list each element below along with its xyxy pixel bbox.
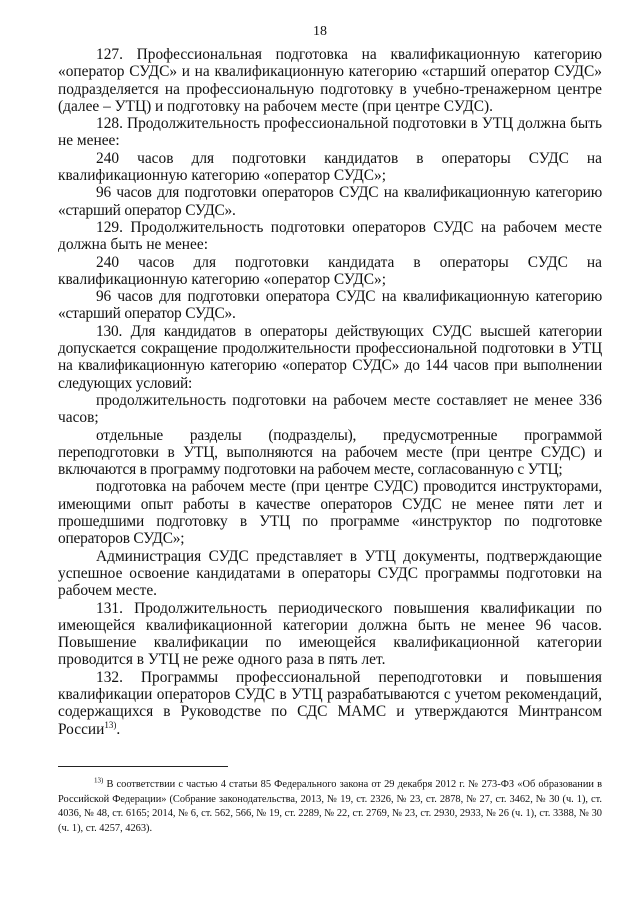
paragraph-130-condition-2: отдельные разделы (подразделы), предусмотренные программой переподготовки в УТЦ, выполняются на рабочем месте (при центре СУДС) и включаются в программу подготовки на рабочем месте, согласованную с УТЦ; xyxy=(58,426,602,479)
paragraph-128-item-1: 240 часов для подготовки кандидатов в операторы СУДС на квалификационную категорию «оператор СУДС»; xyxy=(58,149,602,185)
footnote xyxy=(58,778,602,836)
paragraph-132-text: 132. Программы профессиональной переподготовки и повышения квалификации операторов СУДС в УТЦ разрабатываются с учетом рекомендаций, содержащихся в Руководстве по СДС МАМС и утверждаются Минтрансом России xyxy=(58,668,602,738)
paragraph-131: 131. Продолжительность периодического повышения квалификации по имеющейся квалификационной категории должна быть не менее 96 часов. Повышение квалификации по имеющейся квалификационной категории проводится в УТЦ не реже одного раза в пять лет. xyxy=(58,599,602,669)
footnote-text: В соответствии с частью 4 статьи 85 Федерального закона от 29 декабря 2012 г. № 273-ФЗ «Об образовании в Российской Федерации» (Собрание законодательства, 2013, № 19, ст. 2326, № 23, ст. 2878, № 27, ст. 3462, № 30 (ч. 1), ст. 4036, № 48, ст. 6165; 2014, № 6, ст. 562, 566, № 19, ст. 2289, № 22, ст. 2769, № 23, ст. 2930, 2933, № 26 (ч. 1), ст. 3388, № 30 (ч. 1), ст. 4257, 4263). xyxy=(58,779,602,834)
paragraph-129: 129. Продолжительность подготовки операторов СУДС на рабочем месте должна быть не менее: xyxy=(58,218,602,254)
paragraph-129-item-1: 240 часов для подготовки кандидата в операторы СУДС на квалификационную категорию «оператор СУДС»; xyxy=(58,253,602,288)
paragraph-128: 128. Продолжительность профессиональной подготовки в УТЦ должна быть не менее: xyxy=(58,115,602,150)
paragraph-130: 130. Для кандидатов в операторы действующих СУДС высшей категории допускается сокращение продолжительности профессиональной подготовки в УТЦ на квалификационную категорию «оператор СУДС» до 144 часов при выполнении следующих условий: xyxy=(58,322,602,392)
paragraph-127: 127. Профессиональная подготовка на квалификационную категорию «оператор СУДС» и на квалификационную категорию «старший оператор СУДС» подразделяется на профессиональную подготовку в учебно-тренажерном центре (далее – УТЦ) и подготовку на рабочем месте (при центре СУДС). xyxy=(58,46,602,115)
body-text xyxy=(58,46,602,738)
footnote-reference[interactable]: 13) xyxy=(104,719,117,730)
page-number: 18 xyxy=(313,24,327,39)
paragraph-130-condition-3: подготовка на рабочем месте (при центре СУДС) проводится инструкторами, имеющими опыт работы в качестве операторов СУДС не менее пяти лет и прошедшими подготовку в УТЦ по программе «инструктор по подготовке операторов СУДС»; xyxy=(58,478,602,548)
footnote-mark: 13) xyxy=(94,776,104,785)
paragraph-128-item-2: 96 часов для подготовки операторов СУДС на квалификационную категорию «старший оператор СУДС». xyxy=(58,184,602,219)
paragraph-130-condition-1: продолжительность подготовки на рабочем месте составляет не менее 336 часов; xyxy=(58,391,602,427)
paragraph-129-item-2: 96 часов для подготовки оператора СУДС на квалификационную категорию «старший оператор СУДС». xyxy=(58,288,602,323)
footnote-divider xyxy=(58,766,228,767)
paragraph-132-end: . xyxy=(116,720,121,738)
paragraph-132 xyxy=(58,669,602,738)
paragraph-130-administration: Администрация СУДС представляет в УТЦ документы, подтверждающие успешное освоение кандидатами в операторы СУДС программы подготовки на рабочем месте. xyxy=(58,547,602,600)
